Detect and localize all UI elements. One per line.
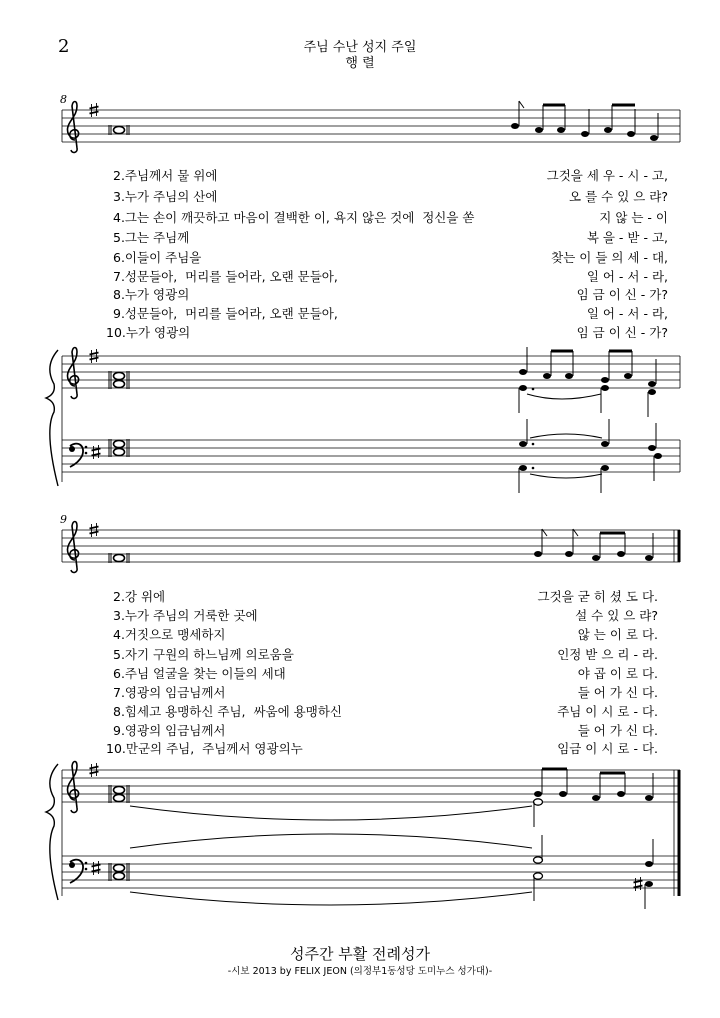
measure-number-2: 9: [60, 513, 67, 526]
lyric-s1-left-5: 6.이들이 주님을: [113, 250, 202, 265]
lyric-s2-right-9: 임금 이 시 로 - 다.: [557, 741, 658, 756]
brace-2: [46, 764, 58, 900]
piano-treble-1: [62, 347, 680, 482]
lyric-s1-right-3: 지 않 는 - 이: [599, 210, 668, 225]
measure-number-1: 8: [60, 93, 67, 106]
lyric-s1-right-6: 일 어 - 서 - 라,: [586, 269, 668, 284]
piano-bass-2: [62, 834, 680, 909]
footer-title: 성주간 부활 전례성가: [290, 945, 430, 963]
lyric-s2-left-9: 10.만군의 주님, 주님께서 영광의누: [106, 741, 303, 756]
melody-staff-2: [62, 522, 680, 573]
lyric-s1-left-4: 5.그는 주님께: [113, 230, 190, 245]
lyric-s2-left-2: 3.누가 주님의 거룩한 곳에: [113, 608, 258, 623]
lyric-s2-right-1: 그것을 굳 히 셨 도 다.: [537, 589, 658, 604]
page-number: 2: [58, 36, 70, 57]
lyric-s2-left-7: 8.힘세고 용맹하신 주님, 싸움에 용맹하신: [113, 704, 342, 719]
brace-1: [46, 350, 58, 486]
lyric-s1-right-7: 임 금 이 신 - 가?: [576, 287, 668, 302]
lyric-s1-left-7: 8.누가 영광의: [113, 287, 190, 302]
lyric-s1-left-6: 7.성문들아, 머리를 들어라, 오랜 문들아,: [113, 269, 338, 284]
lyric-s1-right-8: 일 어 - 서 - 라,: [586, 306, 668, 321]
lyric-s1-left-2: 3.누가 주님의 산에: [113, 189, 218, 204]
melody-staff-1: [62, 101, 680, 152]
lyric-s1-right-4: 복 을 - 받 - 고,: [586, 230, 668, 245]
lyric-s2-right-6: 들 어 가 신 다.: [577, 685, 658, 700]
lyric-s1-left-9: 10.누가 영광의: [106, 325, 191, 340]
lyric-s1-right-9: 임 금 이 신 - 가?: [576, 325, 668, 340]
lyric-s1-left-3: 4.그는 손이 깨끗하고 마음이 결백한 이, 욕지 않은 것에 정신을 쏟: [113, 210, 475, 225]
lyric-s2-right-7: 주님 이 시 로 - 다.: [557, 704, 658, 719]
lyric-s2-left-3: 4.거짓으로 맹세하지: [113, 627, 226, 642]
lyric-s1-right-5: 찾는 이 들 의 세 - 대,: [551, 250, 668, 265]
lyric-s2-left-8: 9.영광의 임금님께서: [113, 723, 226, 738]
header-subtitle: 행 렬: [345, 56, 375, 71]
header-title: 주님 수난 성지 주일: [303, 40, 417, 55]
lyric-s2-right-4: 인정 받 으 리 - 라.: [557, 647, 658, 662]
lyric-s1-right-1: 그것을 세 우 - 시 - 고,: [546, 168, 668, 183]
lyric-s2-left-5: 6.주님 얼굴을 찾는 이들의 세대: [113, 666, 286, 681]
lyric-s2-right-2: 설 수 있 으 랴?: [575, 608, 658, 623]
lyric-s2-right-5: 야 곱 이 로 다.: [577, 666, 658, 681]
lyric-s2-left-6: 7.영광의 임금님께서: [113, 685, 226, 700]
footer-credit: -시보 2013 by FELIX JEON (의정부1동성당 도미누스 성가대)-: [227, 966, 493, 977]
lyric-s2-left-1: 2.강 위에: [113, 589, 166, 604]
lyric-s2-left-4: 5.자기 구원의 하느님께 의로움을: [113, 647, 294, 662]
lyric-s2-right-3: 않 는 이 로 다.: [577, 627, 658, 642]
piano-bass-1: [62, 419, 680, 493]
lyric-s2-right-8: 들 어 가 신 다.: [577, 723, 658, 738]
lyric-s1-left-8: 9.성문들아, 머리를 들어라, 오랜 문들아,: [113, 306, 338, 321]
lyric-s1-right-2: 오 를 수 있 으 랴?: [569, 189, 668, 204]
piano-treble-2: [62, 762, 680, 897]
lyric-s1-left-1: 2.주님께서 물 위에: [113, 168, 218, 183]
